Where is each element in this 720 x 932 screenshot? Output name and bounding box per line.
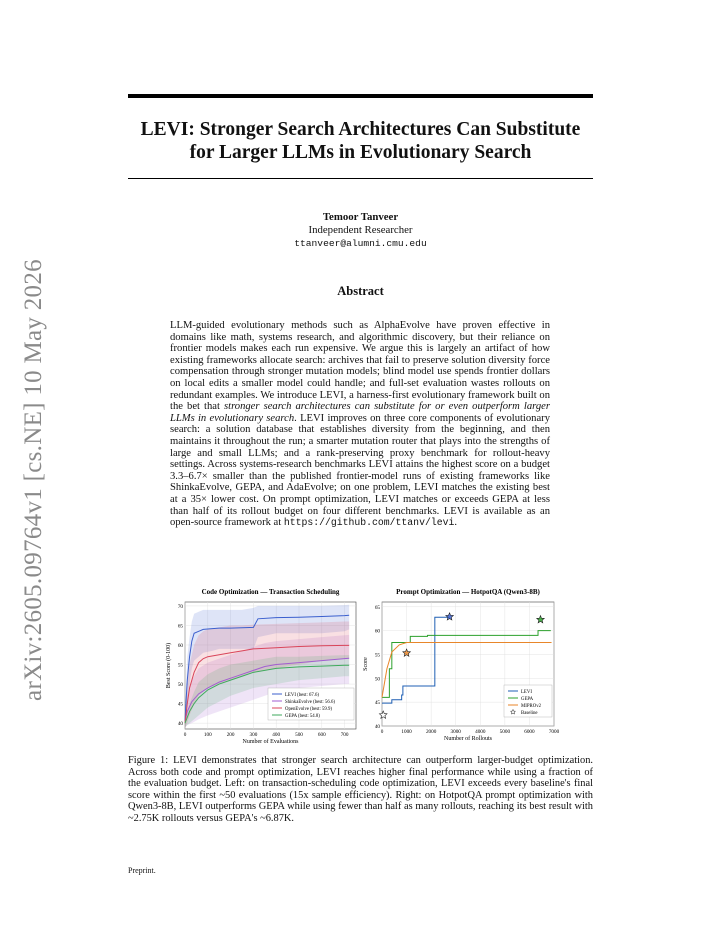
arxiv-stamp-text: arXiv:2605.09764v1 [cs.NE] 10 May 2026: [20, 259, 47, 701]
x-tick-label: 5000: [499, 729, 511, 735]
x-tick-label: 7000: [548, 729, 560, 735]
x-tick-label: 0: [380, 729, 384, 735]
legend-entry: GEPA (best: 54.8): [285, 713, 320, 719]
title-rule-top: [128, 94, 593, 98]
y-tick-label: 70: [177, 603, 183, 610]
y-tick-label: 50: [374, 676, 380, 683]
abstract-text-end: .: [454, 517, 457, 529]
x-tick-label: 6000: [524, 729, 535, 735]
repo-link[interactable]: https://github.com/ttanv/levi: [283, 517, 455, 529]
legend-entry: Baseline: [521, 710, 538, 716]
x-tick-label: 4000: [475, 729, 486, 735]
abstract-text-2: . LEVI improves on three core components of evolutionary search: a solution database that establishes diversity from the beginning, and then maintains it throughout the run; a smarter mutation router that plays into the strengths of large and small LLMs; and a rank-preserving proxy benchmark for rollout-heavy settings. Across systems-research benchmarks LEVI attains the highest score on a budget 3.3–6.7× smaller than the published frontier-model runs of existing frameworks like ShinkaEvolve, GEPA, and AdaEvolve; on one problem, LEVI matches the existing best at a 35× lower cost. On prompt optimization, LEVI matches or exceeds GEPA at less than half of its rollout budget on four different benchmarks. LEVI is available as an open-source framework at: [170, 412, 550, 529]
y-tick-label: 65: [177, 623, 183, 630]
figure-caption: Figure 1: LEVI demonstrates that stronger search architecture can outperform larger-budget optimization. Across both code and prompt optimization, LEVI reaches higher final performance while using a fraction of the evaluation budget. Left: on transaction-scheduling code optimization, LEVI exceeds every baseline's final score within the first ~50 evaluations (15x sample efficiency). Right: on HotpotQA prompt optimization with Qwen3-8B, LEVI outperforms GEPA while using fewer than half as many rollouts, reaching its best result with ~2.75K rollouts versus GEPA's ~6.87K.: [128, 755, 593, 824]
chart-legend: [268, 688, 354, 720]
paper-title: [128, 118, 593, 164]
marker-star: [537, 616, 545, 623]
legend-entry: LEVI (best: 67.6): [285, 692, 319, 698]
y-tick-label: 60: [374, 628, 380, 635]
y-tick-label: 60: [177, 642, 183, 649]
x-axis-label: Number of Evaluations: [242, 739, 299, 745]
y-tick-label: 55: [177, 662, 183, 669]
code-optimization-chart: [150, 586, 362, 750]
abstract-heading: Abstract: [337, 284, 384, 298]
marker-star: [379, 711, 387, 718]
chart-legend: [504, 685, 552, 717]
y-tick-label: 50: [177, 682, 183, 689]
chart-title: Code Optimization — Transaction Scheduling: [201, 588, 340, 596]
title-rule-bottom: [128, 178, 593, 179]
x-tick-label: 1000: [401, 729, 412, 735]
x-tick-label: 2000: [425, 729, 437, 735]
footer-preprint: Preprint.: [128, 866, 156, 875]
title-line-1: LEVI: Stronger Search Architectures Can Substitute: [140, 119, 581, 140]
legend-entry: MIPROv2: [521, 703, 541, 709]
author-email: ttanveer@alumni.cmu.edu: [294, 238, 427, 249]
legend-entry: OpenEvolve (best: 59.9): [285, 706, 333, 712]
x-tick-label: 600: [317, 732, 326, 738]
y-tick-label: 45: [374, 700, 380, 707]
x-tick-label: 200: [226, 732, 235, 738]
chart-title: Prompt Optimization — HotpotQA (Qwen3-8B): [396, 588, 540, 596]
x-tick-label: 500: [295, 732, 303, 738]
author-affiliation: Independent Researcher: [308, 224, 413, 236]
legend-entry: ShinkaEvolve (best: 56.6): [285, 699, 335, 705]
y-tick-label: 40: [177, 721, 183, 728]
y-tick-label: 65: [374, 604, 380, 611]
x-axis-label: Number of Rollouts: [444, 736, 492, 742]
abstract-italic: stronger search architectures can substitute for or even outperform larger LLMs in evolutionary search: [170, 401, 550, 424]
legend-entry: GEPA: [521, 696, 534, 702]
x-tick-label: 3000: [450, 729, 461, 735]
y-axis-label: Best Score (0-100): [166, 642, 172, 689]
y-tick-label: 40: [374, 724, 380, 730]
x-tick-label: 400: [272, 732, 281, 738]
x-tick-label: 0: [183, 732, 187, 738]
prompt-optimization-chart: [362, 586, 562, 750]
y-tick-label: 45: [177, 701, 183, 708]
title-line-2: for Larger LLMs in Evolutionary Search: [189, 142, 532, 163]
abstract-text-1: LLM-guided evolutionary methods such as AlphaEvolve have proven effective in domains like math, systems research, and algorithmic discovery, but their reliance on frontier models makes each run expensive. We argue this is largely an artifact of how existing frameworks allocate search: archives that fail to preserve solution diversity force compensation through stronger mutation models; blind model use spends frontier dollars on local edits a smaller model could handle; and full-set evaluation wastes rollouts on redundant examples. We introduce LEVI, a harness-first evolutionary framework built on the bet that: [170, 320, 550, 413]
x-tick-label: 100: [203, 732, 212, 738]
y-tick-label: 55: [374, 652, 380, 659]
x-tick-label: 700: [340, 732, 349, 738]
x-tick-label: 300: [249, 732, 258, 738]
abstract-body: [170, 320, 550, 529]
author-name: Temoor Tanveer: [322, 211, 399, 223]
legend-entry: LEVI: [521, 689, 532, 695]
marker-star: [446, 613, 454, 620]
y-axis-label: Score: [363, 657, 369, 671]
